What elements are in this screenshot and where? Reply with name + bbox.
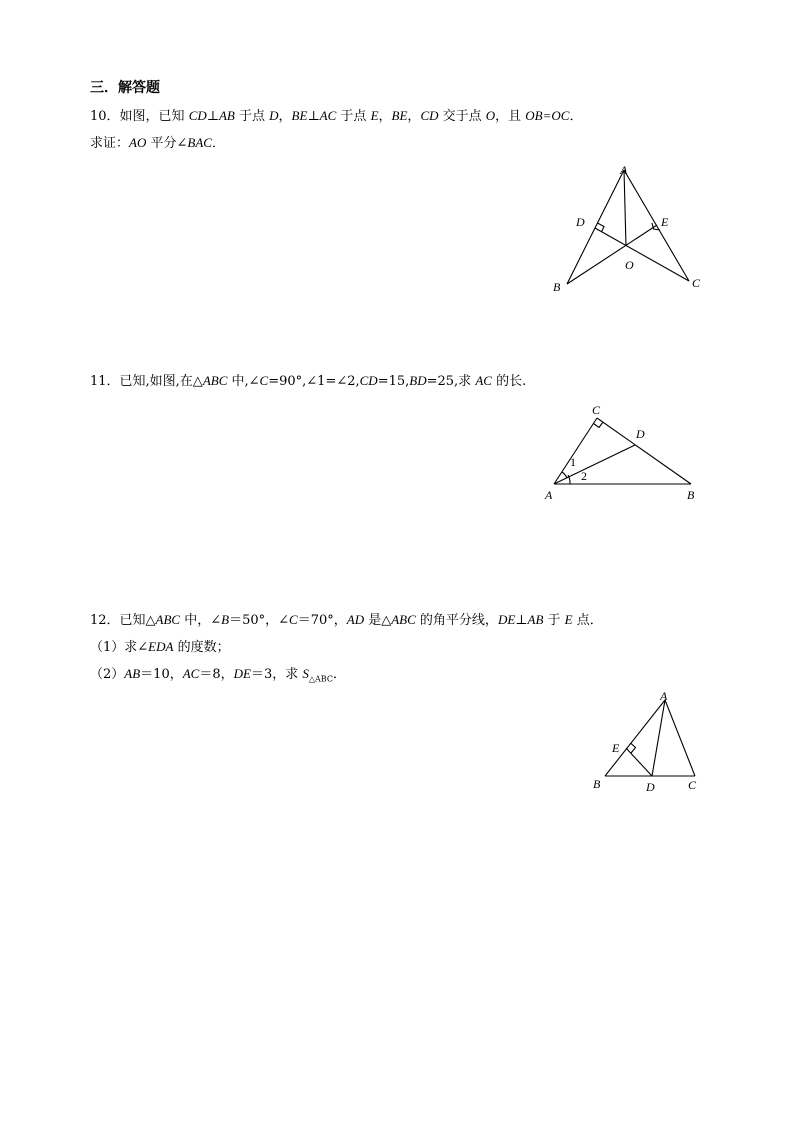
label-a: A xyxy=(660,689,668,703)
figure-q11 xyxy=(540,398,710,508)
label-e: E xyxy=(661,215,669,229)
label-c: C xyxy=(592,403,601,417)
label-a: A xyxy=(620,163,628,177)
segment-ac xyxy=(665,700,695,776)
right-angle-mark-e xyxy=(631,743,636,753)
question-10-text: 10．如图，已知 CD⊥AB 于点 D，BE⊥AC 于点 E，BE，CD 交于点 O，且 OB=OC． xyxy=(90,108,583,124)
label-angle-2: 2 xyxy=(581,469,587,483)
segment-ao xyxy=(624,170,626,246)
segment-be xyxy=(567,225,657,284)
label-d: D xyxy=(576,215,585,229)
figure-q12 xyxy=(585,686,710,798)
segment-ad xyxy=(652,700,665,776)
segment-de xyxy=(626,748,652,776)
label-d: D xyxy=(646,780,655,794)
label-d: D xyxy=(636,427,645,441)
right-angle-mark-c xyxy=(594,422,604,428)
segment-cd xyxy=(595,228,689,281)
label-c: C xyxy=(688,778,697,792)
label-b: B xyxy=(553,280,561,294)
segment-ab xyxy=(605,700,665,776)
label-e: E xyxy=(612,741,620,755)
question-12-text: 12．已知△ABC 中，∠B＝50°，∠C＝70°，AD 是△ABC 的角平分线，DE⊥AB 于 E 点． xyxy=(90,612,603,628)
label-c: C xyxy=(692,276,701,290)
label-b: B xyxy=(687,488,695,502)
label-a: A xyxy=(545,488,553,502)
angle-arc-1 xyxy=(562,472,567,478)
question-12-part-1: （1）求∠EDA 的度数； xyxy=(90,639,230,655)
label-angle-1: 1 xyxy=(570,455,576,469)
question-10-prove: 求证：AO 平分∠BAC． xyxy=(90,135,225,151)
section-title: 三．解答题 xyxy=(90,80,160,96)
question-11-text: 11．已知,如图,在△ABC 中,∠C=90°,∠1=∠2,CD=15,BD=25,求 AC 的长. xyxy=(90,373,527,389)
figure-q10 xyxy=(545,158,710,298)
label-o: O xyxy=(625,258,634,272)
label-b: B xyxy=(593,777,601,791)
question-12-part-2: （2）AB＝10，AC＝8，DE＝3，求 $S_{\triangle ABC}$． xyxy=(90,666,346,684)
